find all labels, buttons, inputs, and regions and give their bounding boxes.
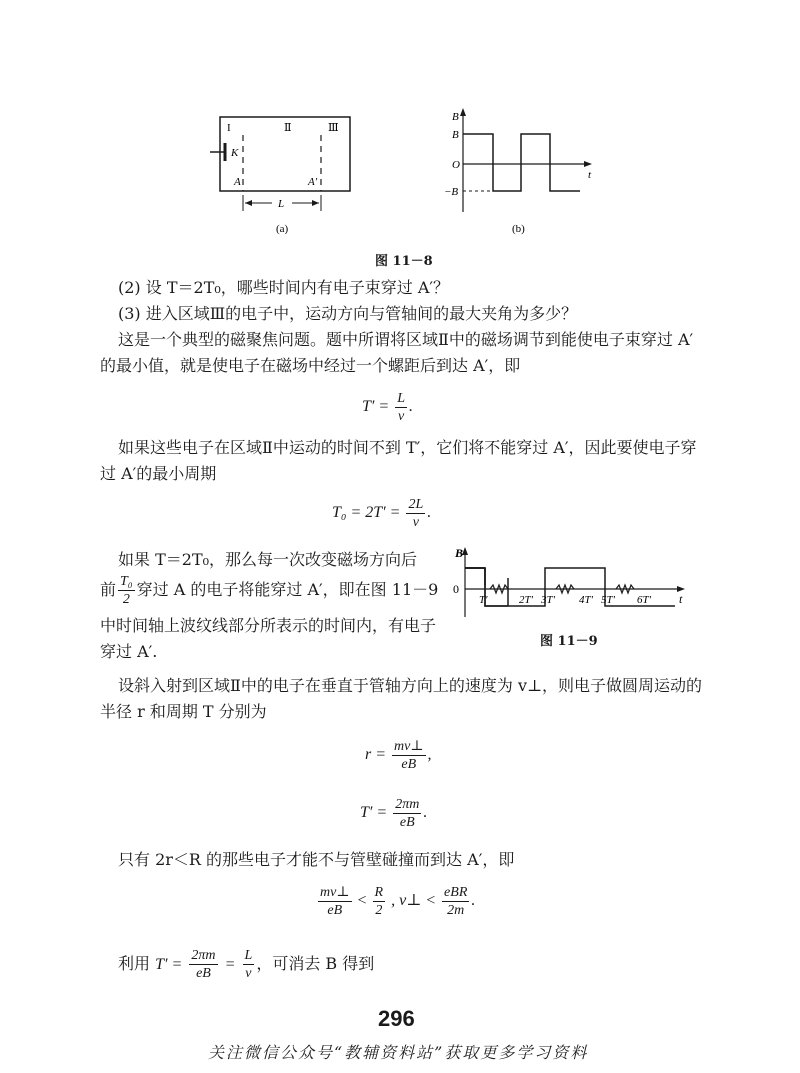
equation-2: T₀ = 2T′ = $\frac{2L}{v}$ . — [332, 497, 432, 530]
paragraph-3-line-3: 中时间轴上波纹线部分所表示的时间内，有电子 — [100, 616, 437, 635]
equation-5: $\frac{mv\perp}{eB}$ < $\frac{R}{2}$ , v⊥ < $\frac{\text{eBR}}{2m}$ . — [320, 885, 476, 918]
tick-T3: 3T′ — [541, 594, 556, 606]
tick-T2: 2T′ — [519, 594, 534, 606]
tick-T5: 5T′ — [601, 594, 616, 606]
paragraph-3-line-2: 前 $\frac{\text{T₀}}{2}$ 穿过 A 的电子将能穿过 A′，即在图 11－9 — [100, 574, 439, 607]
axis-minus-B: −B — [444, 186, 459, 198]
label-L: L — [278, 198, 285, 210]
paragraph-4-line-1: 设斜入射到区域Ⅱ中的电子在垂直于管轴方向上的速度为 v⊥，则电子做圆周运动的 — [118, 676, 703, 695]
paragraph-3-line-4: 穿过 A′. — [100, 642, 158, 661]
figure-11-8a — [200, 105, 370, 240]
region-label-3: Ⅲ — [328, 122, 339, 134]
subcaption-a: (a) — [276, 223, 289, 235]
tick-T4: 4T′ — [579, 594, 594, 606]
axis-origin-label: 0 — [453, 582, 459, 596]
tick-T1: T′ — [479, 594, 488, 606]
axis-B-top: B — [452, 111, 459, 123]
axis-B: B — [452, 129, 459, 141]
tick-T6: 6T′ — [637, 594, 652, 606]
question-2: (2) 设 T＝2T₀，哪些时间内有电子束穿过 A′？ — [118, 278, 450, 297]
region-label-2: Ⅱ — [284, 122, 292, 134]
figure-11-9-caption: 图 11－9 — [540, 634, 598, 649]
subcaption-b: (b) — [512, 223, 525, 235]
question-3: (3) 进入区域Ⅲ的电子中，运动方向与管轴间的最大夹角为多少？ — [118, 304, 578, 323]
paragraph-6: 利用 T′ = $\frac{2\pi m}{eB}$ = $\frac{L}{v}$ ，可消去 B 得到 — [118, 948, 375, 981]
axis-O: O — [452, 159, 460, 171]
paragraph-3-line-1: 如果 T＝2T₀，那么每一次改变磁场方向后 — [118, 550, 418, 569]
label-A: A — [234, 176, 241, 188]
axis-t: t — [588, 169, 592, 181]
paragraph-5-line-1: 只有 2r＜R 的那些电子才能不与管壁碰撞而到达 A′，即 — [118, 850, 515, 869]
paragraph-4-line-2: 半径 r 和周期 T 分别为 — [100, 702, 267, 721]
page-number: 296 — [378, 1006, 415, 1031]
footer-note: 关注微信公众号“教辅资料站”获取更多学习资料 — [208, 1043, 589, 1062]
axis-t-label: t — [679, 592, 683, 606]
equation-3: r = $\frac{mv\perp}{eB}$ , — [365, 739, 432, 772]
equation-4: T′ = $\frac{2\pi m}{eB}$ . — [360, 797, 428, 830]
paragraph-1-line-1: 这是一个典型的磁聚焦问题。题中所谓将区域Ⅱ中的磁场调节到能使电子束穿过 A′ — [118, 330, 694, 349]
region-label-1: I — [227, 122, 231, 134]
label-A-prime: A′ — [308, 176, 318, 188]
figure-11-8-caption: 图 11－8 — [375, 254, 433, 269]
equation-1: T′ = $\frac{L}{v}$ . — [362, 391, 413, 424]
paragraph-1-line-2: 的最小值，就是使电子在磁场中经过一个螺距后到达 A′，即 — [100, 356, 521, 375]
paragraph-2-line-1: 如果这些电子在区域Ⅱ中运动的时间不到 T′，它们将不能穿过 A′，因此要使电子穿 — [118, 438, 697, 457]
axis-B-label: B — [455, 546, 464, 560]
label-K: K — [231, 147, 239, 159]
paragraph-2-line-2: 过 A′的最小周期 — [100, 464, 217, 483]
figure-11-8b — [430, 100, 600, 240]
